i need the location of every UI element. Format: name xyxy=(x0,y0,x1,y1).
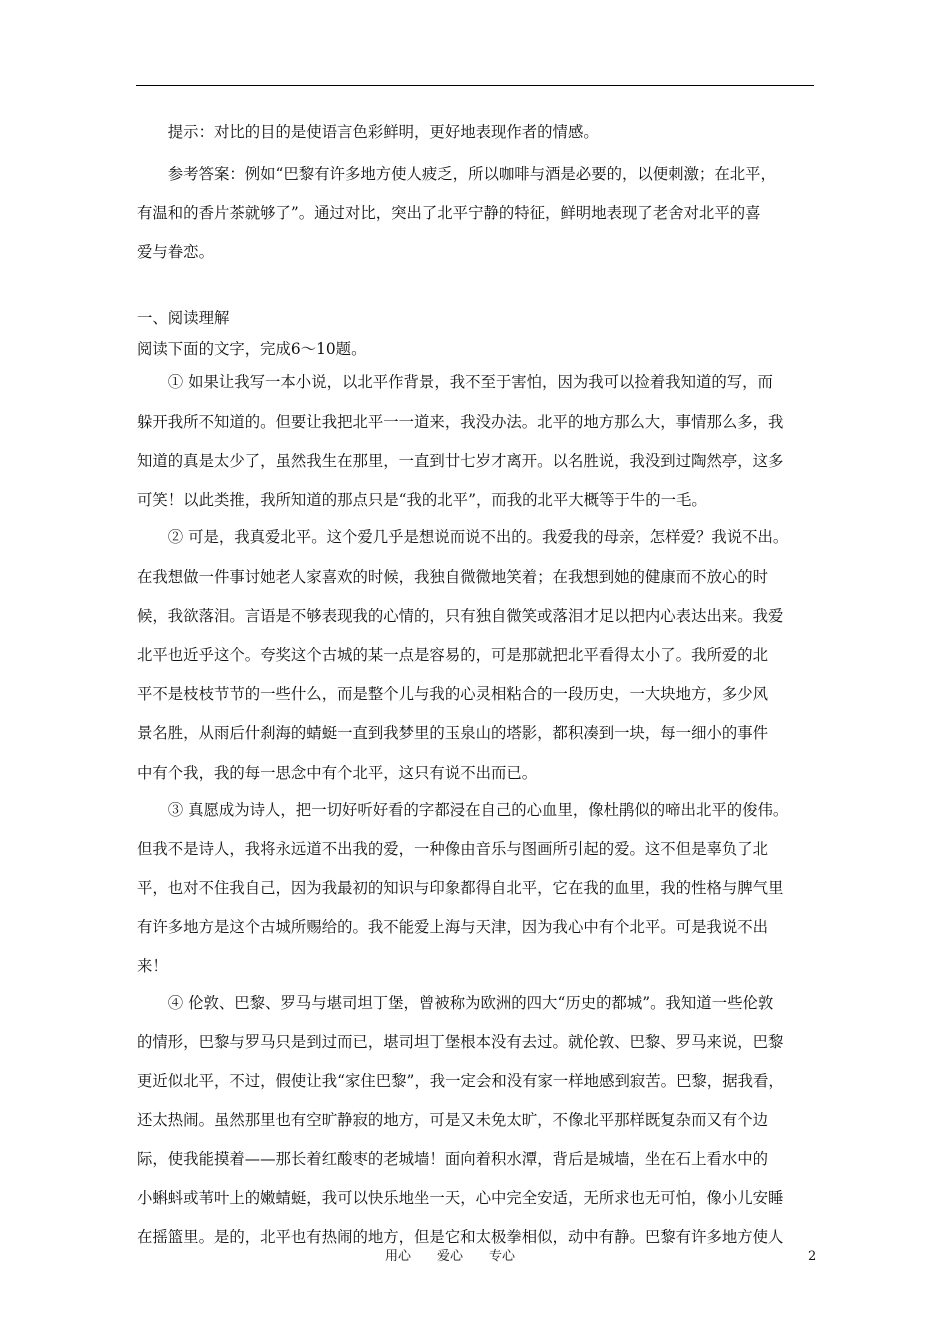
text-line: ④ 伦敦、巴黎、罗马与堪司坦丁堡，曾被称为欧洲的四大“历史的都城”。我知道一些伦敦 xyxy=(137,994,774,1012)
footer-motto: 用心 爱心 专心 xyxy=(385,1249,516,1264)
text-line: 平，也对不住我自己，因为我最初的知识与印象都得自北平，它在我的血里，我的性格与脾气里 xyxy=(137,879,784,897)
text-line: 景名胜，从雨后什刹海的蜻蜓一直到我梦里的玉泉山的塔影，都积凑到一块，每一细小的事件 xyxy=(137,724,769,742)
text-line: 际，使我能摸着——那长着红酸枣的老城墙！面向着积水潭，背后是城墙，坐在石上看水中的 xyxy=(137,1150,769,1168)
page-number: 2 xyxy=(808,1249,817,1264)
text-line: 提示：对比的目的是使语言色彩鲜明，更好地表现作者的情感。 xyxy=(137,123,599,141)
text-line: 但我不是诗人，我将永远道不出我的爱，一种像由音乐与图画所引起的爱。这不但是辜负了北 xyxy=(137,840,769,858)
text-line: 知道的真是太少了，虽然我生在那里，一直到廿七岁才离开。以名胜说，我没到过陶然亭，这多 xyxy=(137,452,784,470)
text-line: 阅读下面的文字，完成6～10题。 xyxy=(137,340,367,358)
text-line: ③ 真愿成为诗人，把一切好听好看的字都浸在自己的心血里，像杜鹃似的啼出北平的俊伟。 xyxy=(137,801,789,819)
text-line: 来！ xyxy=(137,957,168,975)
text-line: ① 如果让我写一本小说，以北平作背景，我不至于害怕，因为我可以捡着我知道的写，而 xyxy=(137,373,773,391)
text-line: 的情形，巴黎与罗马只是到过而已，堪司坦丁堡根本没有去过。就伦敦、巴黎、罗马来说，巴黎 xyxy=(137,1033,784,1051)
text-line: 在我想做一件事讨她老人家喜欢的时候，我独自微微地笑着；在我想到她的健康而不放心的时 xyxy=(137,568,769,586)
text-line: 北平也近乎这个。夸奖这个古城的某一点是容易的，可是那就把北平看得太小了。我所爱的北 xyxy=(137,646,769,664)
text-line: 参考答案：例如“巴黎有许多地方使人疲乏，所以咖啡与酒是必要的，以便刺激；在北平， xyxy=(137,165,776,183)
text-line: 更近似北平，不过，假使让我“家住巴黎”，我一定会和没有家一样地感到寂苦。巴黎，据我看， xyxy=(137,1072,784,1090)
text-line: 有许多地方是这个古城所赐给的。我不能爱上海与天津，因为我心中有个北平。可是我说不出 xyxy=(137,918,769,936)
text-line: 还太热闹。虽然那里也有空旷静寂的地方，可是又未免太旷，不像北平那样既复杂而又有个边 xyxy=(137,1111,769,1129)
text-line: 中有个我，我的每一思念中有个北平，这只有说不出而已。 xyxy=(137,764,538,782)
text-line: 爱与眷恋。 xyxy=(137,243,214,261)
header-rule xyxy=(136,85,814,86)
text-line: 一、阅读理解 xyxy=(137,309,230,327)
text-line: ② 可是，我真爱北平。这个爱几乎是想说而说不出的。我爱我的母亲，怎样爱？我说不出。 xyxy=(137,528,789,546)
text-line: 躲开我所不知道的。但要让我把北平一一道来，我没办法。北平的地方那么大，事情那么多，我 xyxy=(137,413,784,431)
text-line: 在摇篮里。是的，北平也有热闹的地方，但是它和太极拳相似，动中有静。巴黎有许多地方使人 xyxy=(137,1228,784,1246)
text-line: 小蝌蚪或苇叶上的嫩蜻蜓，我可以快乐地坐一天，心中完全安适，无所求也无可怕，像小儿安睡 xyxy=(137,1189,784,1207)
text-line: 候，我欲落泪。言语是不够表现我的心情的，只有独自微笑或落泪才足以把内心表达出来。我爱 xyxy=(137,607,784,625)
text-line: 平不是枝枝节节的一些什么，而是整个儿与我的心灵相粘合的一段历史，一大块地方，多少风 xyxy=(137,685,769,703)
text-line: 有温和的香片茶就够了”。通过对比，突出了北平宁静的特征，鲜明地表现了老舍对北平的喜 xyxy=(137,204,761,222)
text-line: 可笑！以此类推，我所知道的那点只是“我的北平”，而我的北平大概等于牛的一毛。 xyxy=(137,491,707,509)
